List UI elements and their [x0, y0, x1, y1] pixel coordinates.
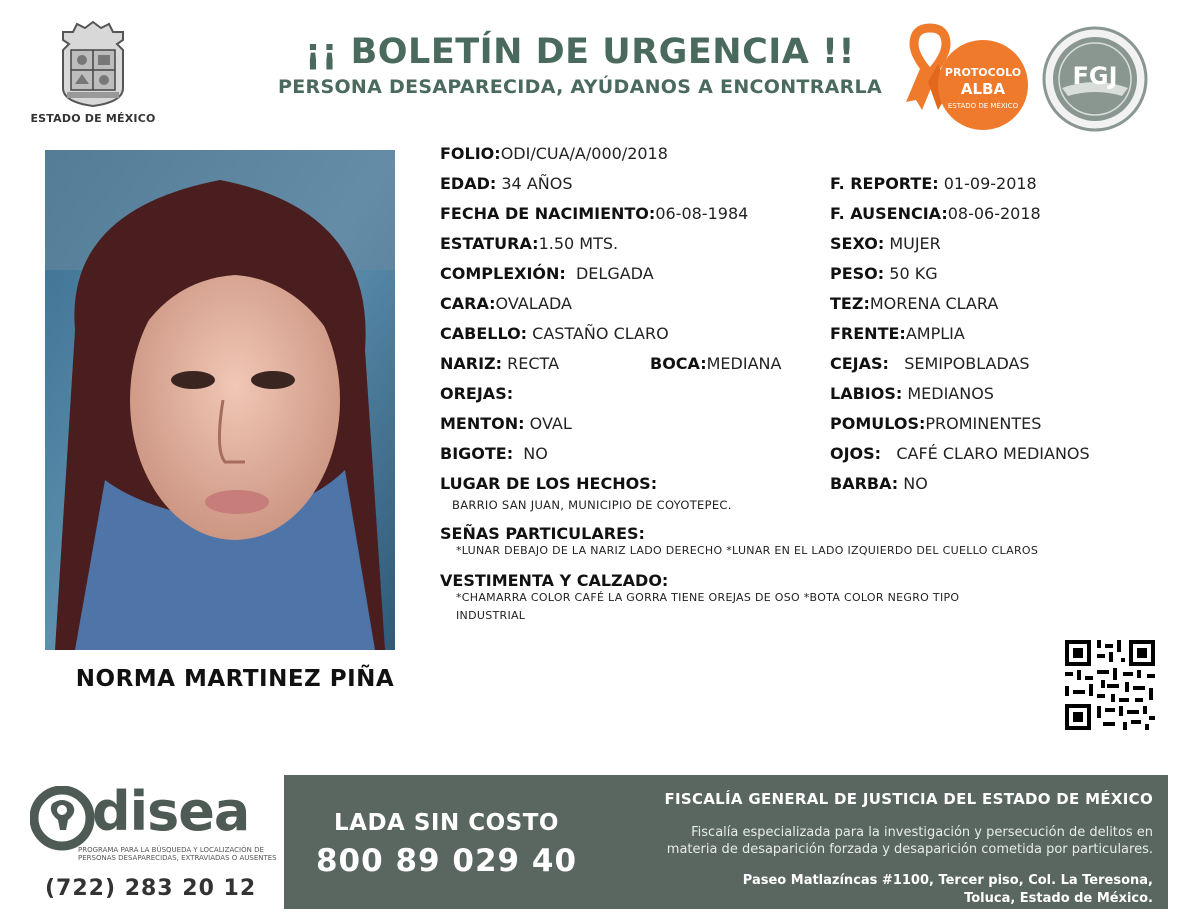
field-barba [830, 474, 928, 494]
field-label: FECHA DE NACIMIENTO: [440, 204, 656, 223]
field-value: ODI/CUA/A/000/2018 [500, 144, 668, 163]
field-edad [440, 174, 572, 194]
field-label: OJOS: [830, 444, 882, 463]
field-label: BIGOTE: [440, 444, 514, 463]
fiscalia-description [605, 824, 1153, 858]
field-pomulos [830, 414, 1041, 434]
field-label: SEXO: [830, 234, 885, 253]
fiscalia-address [605, 872, 1153, 908]
field-vestimenta-label [440, 571, 668, 591]
field-value: SEMIPOBLADAS [904, 354, 1030, 373]
field-value: NO [903, 474, 928, 493]
field-value: 34 AÑOS [501, 174, 573, 193]
field-label: BARBA: [830, 474, 899, 493]
field-label: CARA: [440, 294, 496, 313]
field-label: ESTATURA: [440, 234, 539, 253]
field-value: PROMINENTES [925, 414, 1042, 433]
address-line1: Paseo Matlazíncas #1100, Tercer piso, Col. La Teresona, [742, 873, 1153, 888]
field-label: F. AUSENCIA: [830, 204, 948, 223]
field-label: POMULOS: [830, 414, 926, 433]
field-fecha-nacimiento [440, 204, 748, 224]
odisea-description: PROGRAMA PARA LA BÚSQUEDA Y LOCALIZACIÓN DE PERSONAS DESAPARECIDAS, EXTRAVIADAS O AUSENTES [78, 846, 277, 862]
field-label: LABIOS: [830, 384, 903, 403]
field-value: 50 KG [889, 264, 938, 283]
fgj-seal-icon [1042, 26, 1148, 132]
field-senas-value: *LUNAR DEBAJO DE LA NARIZ LADO DERECHO *LUNAR EN EL LADO IZQUIERDO DEL CUELLO CLAROS [456, 544, 1039, 557]
alba-line3: ESTADO DE MÉXICO [947, 102, 1019, 110]
field-vestimenta-line1: *CHAMARRA COLOR CAFÉ LA GORRA TIENE OREJAS DE OSO *BOTA COLOR NEGRO TIPO [456, 591, 960, 604]
field-value: MORENA CLARA [869, 294, 999, 313]
field-value: 06-08-1984 [655, 204, 749, 223]
person-photo [45, 150, 395, 650]
state-caption: ESTADO DE MÉXICO [30, 112, 156, 125]
field-value: CASTAÑO CLARO [532, 324, 669, 343]
fgj-logo [1042, 26, 1148, 132]
address-line2: Toluca, Estado de México. [964, 891, 1153, 906]
field-lugar-value: BARRIO SAN JUAN, MUNICIPIO DE COYOTEPEC. [452, 498, 732, 512]
bulletin-subtitle: PERSONA DESAPARECIDA, AYÚDANOS A ENCONTRARLA [278, 76, 882, 98]
fiscalia-desc-line2: materia de desaparición forzada y desaparición cometida por particulares. [666, 842, 1153, 857]
toll-free-number: 800 89 029 40 [315, 843, 578, 879]
qr-code-icon [1063, 638, 1157, 732]
field-label: FOLIO: [440, 144, 501, 163]
field-labios [830, 384, 994, 404]
field-frente [830, 324, 965, 344]
field-bigote [440, 444, 548, 464]
bulletin-title: ¡¡ BOLETÍN DE URGENCIA !! [305, 32, 855, 72]
field-value: DELGADA [575, 264, 654, 283]
qr-code [1063, 638, 1157, 732]
field-cabello [440, 324, 669, 344]
field-estatura [440, 234, 618, 254]
field-value: CAFÉ CLARO MEDIANOS [896, 444, 1090, 463]
fiscalia-desc-line1: Fiscalía especializada para la investigación y persecución de delitos en [691, 825, 1153, 840]
field-peso [830, 264, 938, 284]
field-folio [440, 144, 668, 164]
field-tez [830, 294, 998, 314]
field-label: TEZ: [830, 294, 870, 313]
field-complexion [440, 264, 654, 284]
field-label: BOCA: [650, 354, 707, 373]
field-label: SEÑAS PARTICULARES: [440, 524, 645, 543]
field-orejas [440, 384, 513, 404]
field-vestimenta-line2: INDUSTRIAL [456, 609, 526, 622]
field-label: OREJAS: [440, 384, 514, 403]
field-label: F. REPORTE: [830, 174, 939, 193]
field-lugar-label [440, 474, 657, 494]
field-value: RECTA [507, 354, 560, 373]
odisea-phone: (722) 283 20 12 [45, 876, 257, 901]
fiscalia-title: FISCALÍA GENERAL DE JUSTICIA DEL ESTADO DE MÉXICO [664, 790, 1153, 808]
fgj-text: FGJ [1072, 62, 1118, 90]
state-coat-of-arms-icon [53, 18, 133, 108]
alba-badge [938, 40, 1028, 130]
field-label: EDAD: [440, 174, 497, 193]
field-label: PESO: [830, 264, 885, 283]
field-value: OVALADA [495, 294, 572, 313]
field-label: COMPLEXIÓN: [440, 264, 566, 283]
field-f-reporte [830, 174, 1037, 194]
field-sexo [830, 234, 941, 254]
alba-line1: PROTOCOLO [944, 66, 1022, 79]
person-name: NORMA MARTINEZ PIÑA [75, 666, 395, 692]
field-value: MEDIANOS [907, 384, 994, 403]
estado-de-mexico-logo [28, 18, 158, 125]
field-label: MENTON: [440, 414, 525, 433]
field-value: MEDIANA [706, 354, 782, 373]
field-value: 01-09-2018 [943, 174, 1037, 193]
alba-line2: ALBA [960, 80, 1006, 98]
protocolo-alba-logo [900, 22, 1030, 132]
field-menton [440, 414, 572, 434]
odisea-logo [30, 780, 280, 866]
field-label: VESTIMENTA Y CALZADO: [440, 571, 669, 590]
field-value: NO [523, 444, 548, 463]
field-value: 1.50 MTS. [538, 234, 619, 253]
field-value: AMPLIA [905, 324, 965, 343]
field-ojos [830, 444, 1090, 464]
field-senas-label [440, 524, 645, 544]
field-value: MUJER [889, 234, 941, 253]
field-label: CABELLO: [440, 324, 528, 343]
field-value: 08-06-2018 [947, 204, 1041, 223]
field-f-ausencia [830, 204, 1041, 224]
field-label: CEJAS: [830, 354, 889, 373]
field-label: FRENTE: [830, 324, 906, 343]
field-boca [650, 354, 781, 374]
field-label: NARIZ: [440, 354, 503, 373]
field-nariz [440, 354, 559, 374]
odisea-brand: disea [92, 780, 250, 843]
field-cejas [830, 354, 1030, 374]
field-label: LUGAR DE LOS HECHOS: [440, 474, 658, 493]
field-cara [440, 294, 572, 314]
toll-free-label: LADA SIN COSTO [334, 810, 559, 836]
field-value: OVAL [529, 414, 572, 433]
